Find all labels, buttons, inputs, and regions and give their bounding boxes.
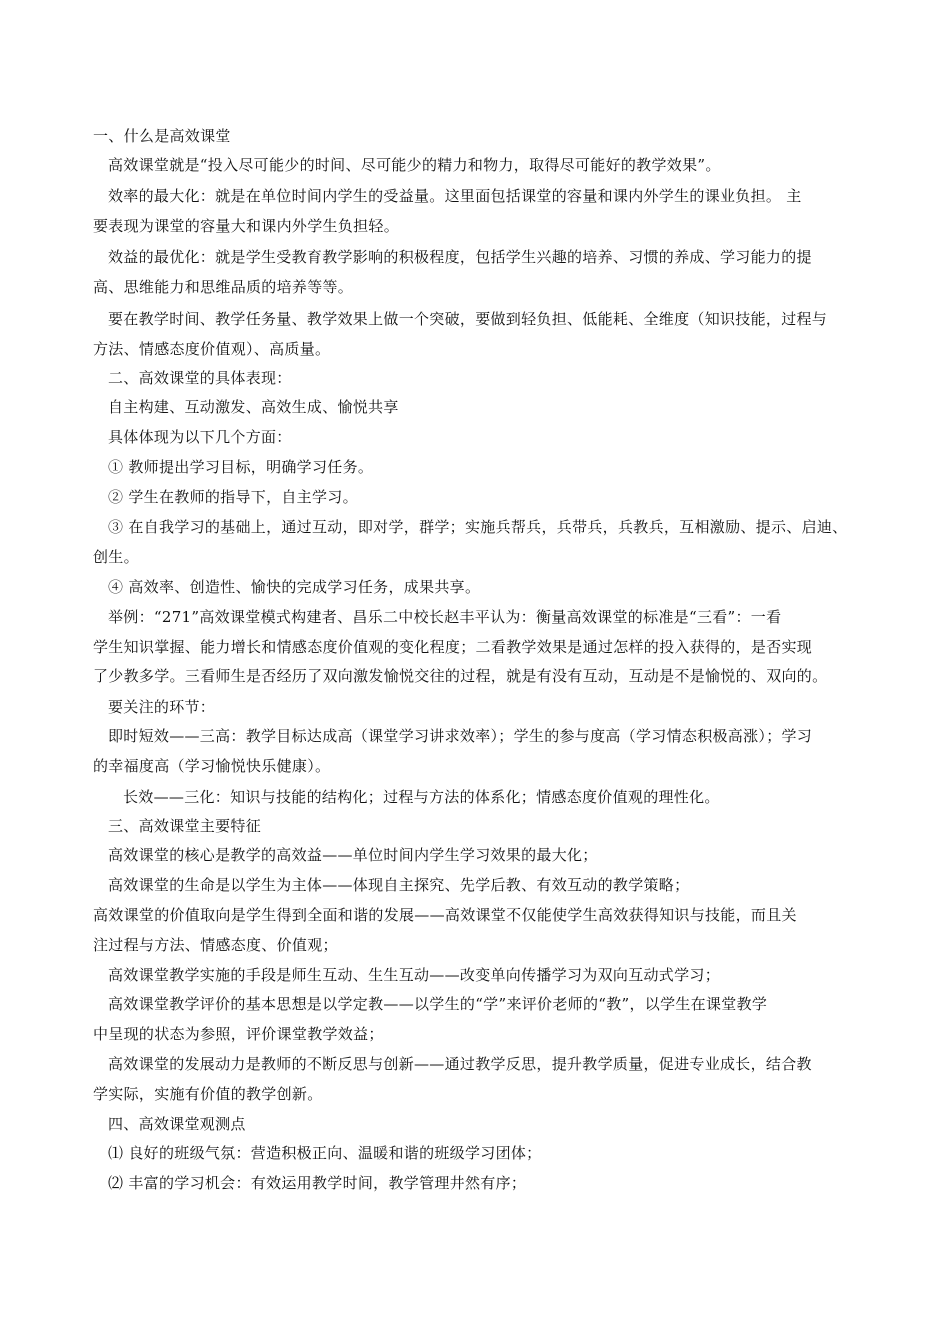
heading-1: 一、什么是高效课堂 bbox=[93, 127, 231, 145]
list-item: ② 学生在教师的指导下，自主学习。 bbox=[108, 488, 358, 506]
paragraph-line: 注过程与方法、情感态度、价值观； bbox=[93, 936, 338, 954]
heading-2: 二、高效课堂的具体表现： bbox=[108, 369, 292, 387]
heading-3: 三、高效课堂主要特征 bbox=[108, 817, 262, 835]
list-item: ① 教师提出学习目标，明确学习任务。 bbox=[108, 458, 374, 476]
list-item: ⑵ 丰富的学习机会：有效运用教学时间，教学管理井然有序； bbox=[108, 1174, 527, 1192]
paragraph-line: 即时短效——三高：教学目标达成高（课堂学习讲求效率）；学生的参与度高（学习情态积极高涨）；学习 bbox=[108, 727, 813, 745]
paragraph-line: 学实际，实施有价值的教学创新。 bbox=[93, 1085, 323, 1103]
paragraph-line: 举例：“271”高效课堂模式构建者、昌乐二中校长赵丰平认为：衡量高效课堂的标准是“三看”：一看 bbox=[108, 608, 782, 626]
paragraph-line: 效率的最大化：就是在单位时间内学生的受益量。这里面包括课堂的容量和课内外学生的课业负担。 主 bbox=[108, 187, 802, 205]
paragraph-line: 高效课堂就是“投入尽可能少的时间、尽可能少的精力和物力，取得尽可能好的教学效果”。 bbox=[108, 156, 721, 174]
paragraph-line: 要在教学时间、教学任务量、教学效果上做一个突破，要做到轻负担、低能耗、全维度（知识技能，过程与 bbox=[108, 310, 828, 328]
list-item-continuation: 创生。 bbox=[93, 548, 139, 566]
paragraph-line: 效益的最优化：就是学生受教育教学影响的积极程度，包括学生兴趣的培养、习惯的养成、学习能力的提 bbox=[108, 248, 812, 266]
paragraph-line: 高效课堂的核心是教学的高效益——单位时间内学生学习效果的最大化； bbox=[108, 846, 598, 864]
paragraph-line: 的幸福度高（学习愉悦快乐健康）。 bbox=[93, 757, 331, 775]
paragraph-line: 具体体现为以下几个方面： bbox=[108, 428, 292, 446]
paragraph-line: 方法、情感态度价值观）、高质量。 bbox=[93, 340, 331, 358]
paragraph-line: 要表现为课堂的容量大和课内外学生负担轻。 bbox=[93, 217, 400, 235]
paragraph-line: 高效课堂教学评价的基本思想是以学定教——以学生的“学”来评价老师的“教”，以学生在课堂教学 bbox=[108, 995, 768, 1013]
paragraph-line: 高效课堂的生命是以学生为主体——体现自主探究、先学后教、有效互动的教学策略； bbox=[108, 876, 690, 894]
paragraph-line: 高效课堂的价值取向是学生得到全面和谐的发展——高效课堂不仅能使学生高效获得知识与技能，而且关 bbox=[93, 906, 797, 924]
list-item: ④ 高效率、创造性、愉快的完成学习任务，成果共享。 bbox=[108, 578, 481, 596]
paragraph-line: 高效课堂教学实施的手段是师生互动、生生互动——改变单向传播学习为双向互动式学习； bbox=[108, 966, 721, 984]
paragraph-line: 高、思维能力和思维品质的培养等等。 bbox=[93, 278, 354, 296]
paragraph-line: 自主构建、互动激发、高效生成、愉悦共享 bbox=[108, 398, 399, 416]
paragraph-line: 要关注的环节： bbox=[108, 698, 216, 716]
paragraph-line: 高效课堂的发展动力是教师的不断反思与创新——通过教学反思，提升教学质量，促进专业成长，结合教 bbox=[108, 1055, 812, 1073]
list-item: ③ 在自我学习的基础上，通过互动，即对学，群学；实施兵帮兵，兵带兵，兵教兵，互相激励、提示、启迪、 bbox=[108, 518, 848, 536]
paragraph-line: 中呈现的状态为参照，评价课堂教学效益； bbox=[93, 1025, 384, 1043]
paragraph-line: 长效——三化：知识与技能的结构化；过程与方法的体系化；情感态度价值观的理性化。 bbox=[123, 788, 720, 806]
list-item: ⑴ 良好的班级气氛：营造积极正向、温暖和谐的班级学习团体； bbox=[108, 1144, 542, 1162]
paragraph-line: 学生知识掌握、能力增长和情感态度价值观的变化程度；二看教学效果是通过怎样的投入获得的，是否实现 bbox=[93, 638, 813, 656]
paragraph-line: 了少教多学。三看师生是否经历了双向激发愉悦交往的过程，就是有没有互动，互动是不是愉悦的、双向的。 bbox=[93, 667, 828, 685]
heading-4: 四、高效课堂观测点 bbox=[108, 1115, 246, 1133]
